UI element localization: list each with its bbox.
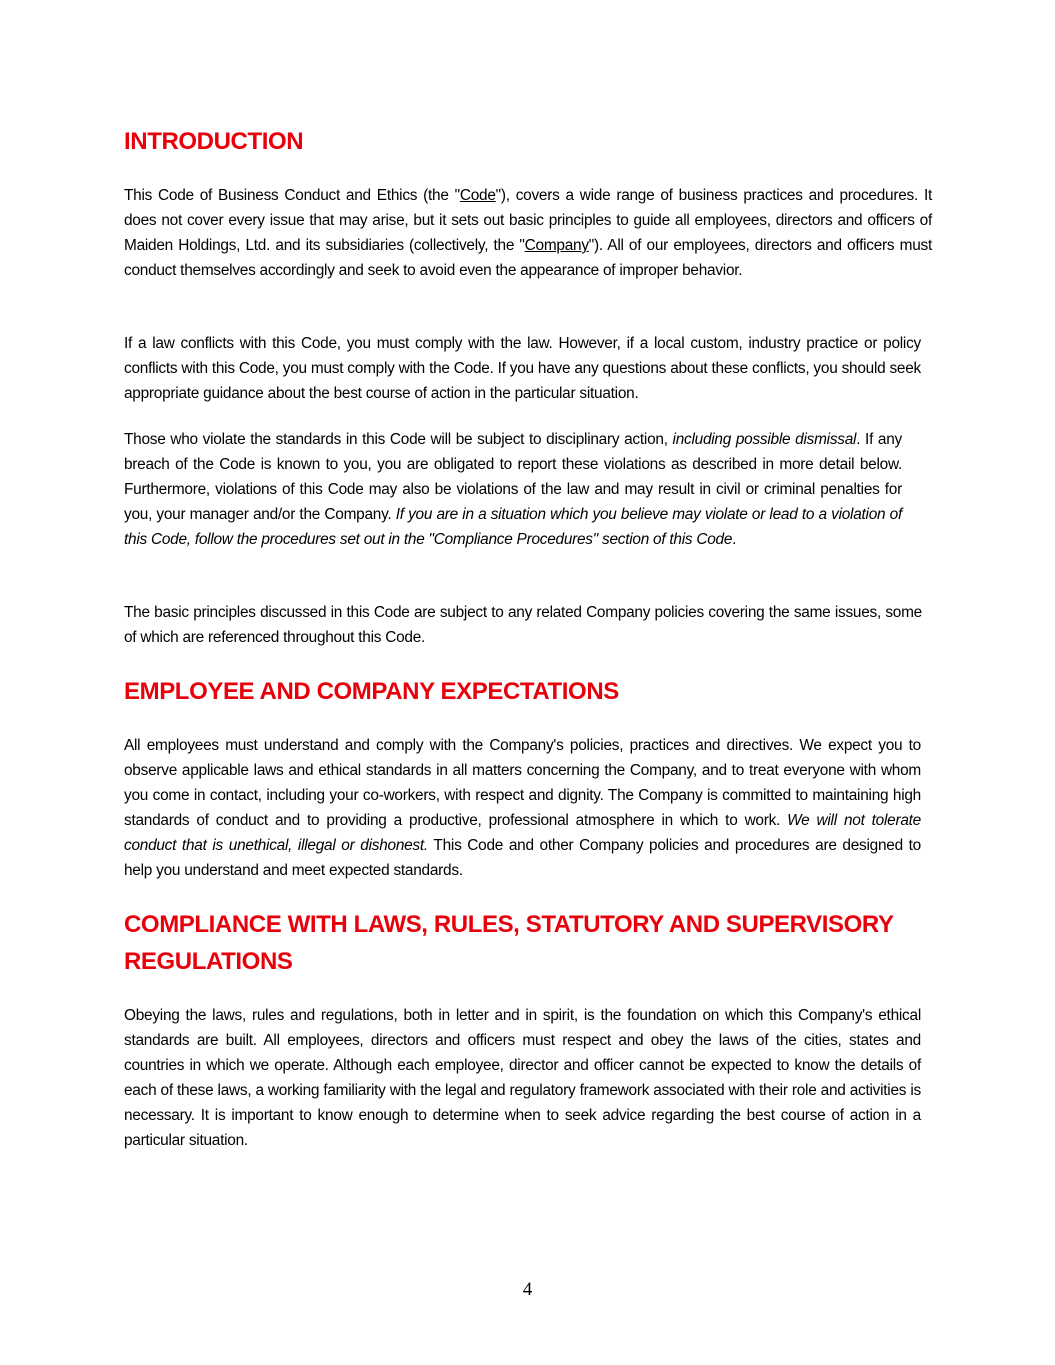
heading-employee-company-expectations: EMPLOYEE AND COMPANY EXPECTATIONS [124,678,619,705]
heading-compliance-line-1: COMPLIANCE WITH LAWS, RULES, STATUTORY AND SUPERVISORY [124,911,894,938]
intro-paragraph-4: The basic principles discussed in this Code are subject to any related Company policies covering the same issues, some of which are referenced throughout this Code. [124,604,922,646]
intro-p3-text-b: . If any breach of the Code is known to you, you are obligated to report these violations as described in more detail below. Furthermore, violations of this Code may also be violations of the law and may result in civil or criminal penalties for you, your manager and/or the Company. [124,431,902,523]
expectations-italic: We will not tolerate conduct that is unethical, illegal or dishonest. [124,812,921,854]
intro-p3-italic-procedures: If you are in a situation which you believe may violate or lead to a violation of this Code, follow the procedures set out in the "Compliance Procedures" section of this Code [124,506,902,548]
page-number: 4 [522,1279,533,1300]
heading-compliance-line-2: REGULATIONS [124,948,293,975]
intro-p3-italic-dismissal: including possible dismissal [672,431,857,448]
intro-paragraph-2: If a law conflicts with this Code, you must comply with the law. However, if a local custom, industry practice or policy conflicts with this Code, you must comply with the Code. If you have any questions about these conflicts, you should seek appropriate guidance about the best course of action in the particular situation. [124,335,921,402]
intro-p1-text-c: "). All of our employees, directors and officers must conduct themselves accordingly and seek to avoid even the appearance of improper behavior. [124,237,932,279]
intro-paragraph-1 [124,183,932,283]
expectations-paragraph [124,733,921,883]
expectations-text-b: This Code and other Company policies and procedures are designed to help you understand and meet expected standards. [124,837,921,879]
code-defined-term: Code [459,187,496,204]
company-defined-term: Company [524,237,589,254]
heading-introduction: INTRODUCTION [124,128,304,155]
intro-p3-text-a: Those who violate the standards in this Code will be subject to disciplinary action, [124,431,673,448]
intro-p1-text-a: This Code of Business Conduct and Ethics (the " [124,187,460,204]
intro-p3-text-c: . [732,531,737,548]
compliance-paragraph: Obeying the laws, rules and regulations, both in letter and in spirit, is the foundation on which this Company's ethical standards are built. All employees, directors and officers must respect and obey the laws of the cities, states and countries in which we operate. Although each employee, director and officer cannot be expected to know the details of each of these laws, a working familiarity with the legal and regulatory framework associated with their role and activities is necessary. It is important to know enough to determine when to seek advice regarding the best course of action in a particular situation. [124,1007,921,1149]
intro-paragraph-3 [124,427,902,552]
intro-p1-text-b: "), covers a wide range of business practices and procedures. It does not cover every issue that may arise, but it sets out basic principles to guide all employees, directors and officers of Maiden Holdings, Ltd. and its subsidiaries (collectively, the " [124,187,932,254]
expectations-text-a: All employees must understand and comply with the Company's policies, practices and directives. We expect you to observe applicable laws and ethical standards in all matters concerning the Company, and to treat everyone with whom you come in contact, including your co-workers, with respect and dignity. The Company is committed to maintaining high standards of conduct and to providing a productive, professional atmosphere in which to work. [124,737,921,829]
